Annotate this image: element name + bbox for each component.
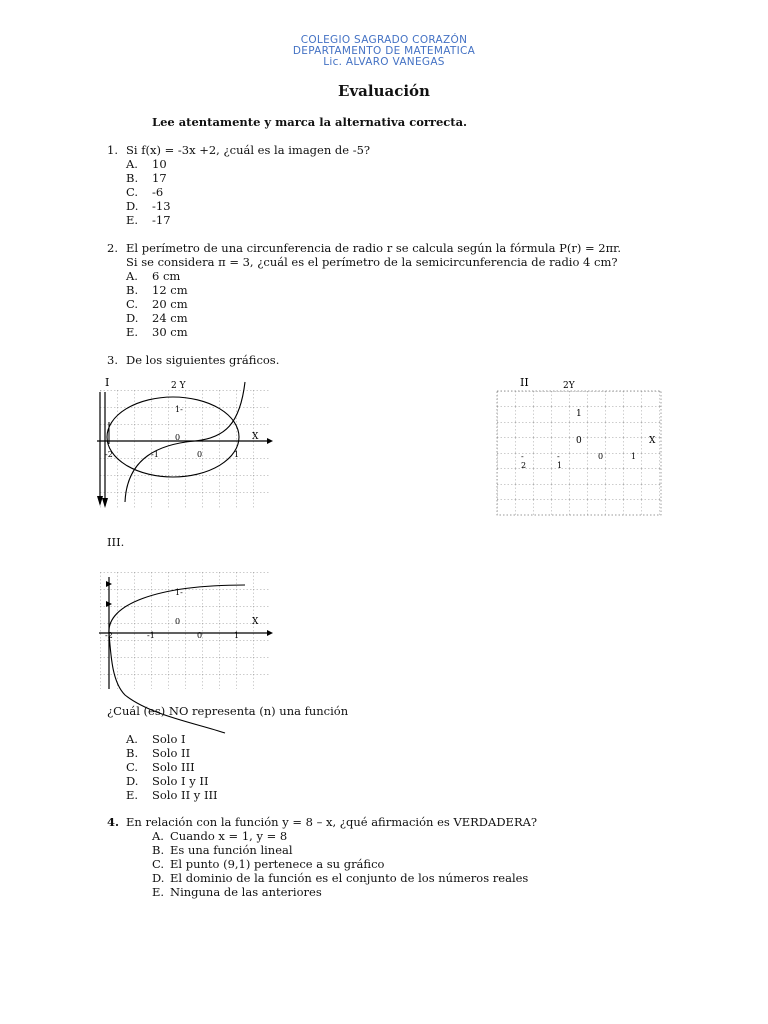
- option-letter: B.: [126, 283, 139, 297]
- graph-3-tick-m1: -1: [147, 631, 155, 640]
- q1-option-d[interactable]: [126, 199, 171, 213]
- graph-1-tick-m2: -2: [105, 450, 113, 459]
- option-letter: B.: [152, 843, 165, 857]
- instruction: Lee atentamente y marca la alternativa correcta.: [152, 115, 468, 129]
- page-title: Evaluación: [338, 82, 430, 100]
- option-letter: A.: [126, 269, 138, 283]
- option-text: Ninguna de las anteriores: [170, 885, 322, 899]
- graph-3-tick-0: 0: [175, 617, 181, 626]
- graph-1-label: I: [105, 376, 110, 389]
- q4-option-a[interactable]: [152, 829, 287, 843]
- q2-option-a[interactable]: [126, 269, 180, 283]
- option-text: Solo I y II: [152, 774, 209, 788]
- option-text: 20 cm: [152, 297, 188, 311]
- q3-option-d[interactable]: [126, 774, 209, 788]
- option-text: Solo II: [152, 746, 191, 760]
- option-text: Cuando x = 1, y = 8: [170, 829, 288, 843]
- q3-text: De los siguientes gráficos.: [126, 353, 280, 367]
- q2-option-e[interactable]: [126, 325, 188, 339]
- option-letter: C.: [126, 185, 139, 199]
- q1-text: Si f(x) = -3x +2, ¿cuál es la imagen de -5?: [126, 143, 371, 157]
- q1-option-c[interactable]: [126, 185, 163, 199]
- graph-2-ylabel: 2Y: [563, 381, 575, 391]
- option-text: Solo III: [152, 760, 195, 774]
- q2-option-d[interactable]: [126, 311, 188, 325]
- q2-line-1: El perímetro de una circunferencia de radio r se calcula según la fórmula P(r) = 2πr.: [126, 241, 622, 255]
- q4-option-e[interactable]: [152, 885, 322, 899]
- q4-option-c[interactable]: [152, 857, 384, 871]
- q3-number: 3.: [107, 353, 118, 367]
- q3-option-a[interactable]: [126, 732, 186, 746]
- graph-2-tick-0b: 0: [598, 452, 604, 461]
- option-letter: E.: [152, 885, 165, 899]
- graph-2-xlabel: X: [649, 436, 656, 446]
- option-letter: A.: [126, 732, 138, 746]
- option-text: -6: [152, 185, 164, 199]
- option-text: 12 cm: [152, 283, 188, 297]
- option-text: Solo I: [152, 732, 186, 746]
- option-text: 17: [152, 171, 167, 185]
- graph-3-tick-m2: -2: [105, 631, 113, 640]
- option-text: 24 cm: [152, 311, 188, 325]
- graph-2-tick-m2-b: 2: [521, 461, 527, 470]
- option-text: El dominio de la función es el conjunto de los números reales: [170, 871, 529, 885]
- q3-option-c[interactable]: [126, 760, 195, 774]
- graph-1-tick-0: 0: [175, 433, 181, 442]
- teacher-name: Lic. ALVARO VANEGAS: [323, 56, 445, 68]
- graph-3-grid: [100, 572, 270, 689]
- graph-3-xlabel: X: [252, 617, 259, 627]
- q3-question: ¿Cuál (es) NO representa (n) una función: [107, 704, 349, 718]
- option-letter: D.: [152, 871, 165, 885]
- option-letter: E.: [126, 325, 139, 339]
- graph-1-tick-1: 1-: [175, 405, 183, 414]
- option-text: 30 cm: [152, 325, 188, 339]
- option-letter: C.: [126, 297, 139, 311]
- option-letter: D.: [126, 199, 139, 213]
- q2-number: 2.: [107, 241, 118, 255]
- q1-option-e[interactable]: [126, 213, 171, 227]
- q2-line-2: Si se considera π = 3, ¿cuál es el perímetro de la semicircunferencia de radio 4 cm?: [126, 255, 618, 269]
- graph-1-ylabel: 2 Y: [171, 381, 186, 391]
- q2-option-c[interactable]: [126, 297, 188, 311]
- graph-2-tick-1b: 1: [631, 452, 637, 461]
- q1-number: 1.: [107, 143, 118, 157]
- option-letter: D.: [126, 774, 139, 788]
- graph-2-tick-m1-b: 1: [557, 461, 563, 470]
- option-letter: A.: [126, 157, 138, 171]
- q3-option-b[interactable]: [126, 746, 190, 760]
- q4-option-d[interactable]: [152, 871, 528, 885]
- option-text: -13: [152, 199, 171, 213]
- option-text: El punto (9,1) pertenece a su gráfico: [170, 857, 385, 871]
- graph-3-tick-0b: 0: [197, 631, 203, 640]
- option-letter: A.: [152, 829, 164, 843]
- graph-1-tick-m1: -1: [151, 450, 159, 459]
- q4-option-b[interactable]: [152, 843, 293, 857]
- option-text: 10: [152, 157, 167, 171]
- graph-2-tick-0: 0: [576, 436, 582, 446]
- graph-2-tick-m2-a: -: [521, 452, 524, 461]
- option-letter: B.: [126, 746, 139, 760]
- q1-option-b[interactable]: [126, 171, 167, 185]
- option-text: 6 cm: [152, 269, 181, 283]
- option-letter: E.: [126, 213, 139, 227]
- option-letter: B.: [126, 171, 139, 185]
- option-text: Es una función lineal: [170, 843, 293, 857]
- graph-1-grid: [100, 390, 270, 508]
- option-text: -17: [152, 213, 171, 227]
- graph-3-tick-1b: 1: [234, 631, 240, 640]
- department-name: DEPARTAMENTO DE MATEMATICA: [292, 45, 476, 57]
- option-text: Solo II y III: [152, 788, 218, 802]
- graph-1-tick-1b: 1: [234, 450, 240, 459]
- option-letter: C.: [152, 857, 165, 871]
- q4-number: 4.: [107, 815, 120, 829]
- q2-option-b[interactable]: [126, 283, 188, 297]
- graph-3-label: III.: [107, 535, 125, 549]
- graph-1-tick-0b: 0: [197, 450, 203, 459]
- graph-1: [95, 372, 275, 512]
- q1-option-a[interactable]: [126, 157, 167, 171]
- graph-2-tick-1: 1: [576, 409, 582, 419]
- q3-option-e[interactable]: [126, 788, 218, 802]
- graph-3-tick-1: 1-: [175, 588, 183, 597]
- option-letter: E.: [126, 788, 139, 802]
- graph-2: [493, 372, 665, 518]
- q4-text: En relación con la función y = 8 – x, ¿qué afirmación es VERDADERA?: [126, 815, 538, 829]
- graph-1-xlabel: X: [252, 432, 259, 442]
- option-letter: C.: [126, 760, 139, 774]
- graph-2-label: II: [520, 376, 529, 389]
- graph-2-tick-m1-a: -: [557, 452, 560, 461]
- school-name: COLEGIO SAGRADO CORAZÓN: [300, 34, 468, 46]
- option-letter: D.: [126, 311, 139, 325]
